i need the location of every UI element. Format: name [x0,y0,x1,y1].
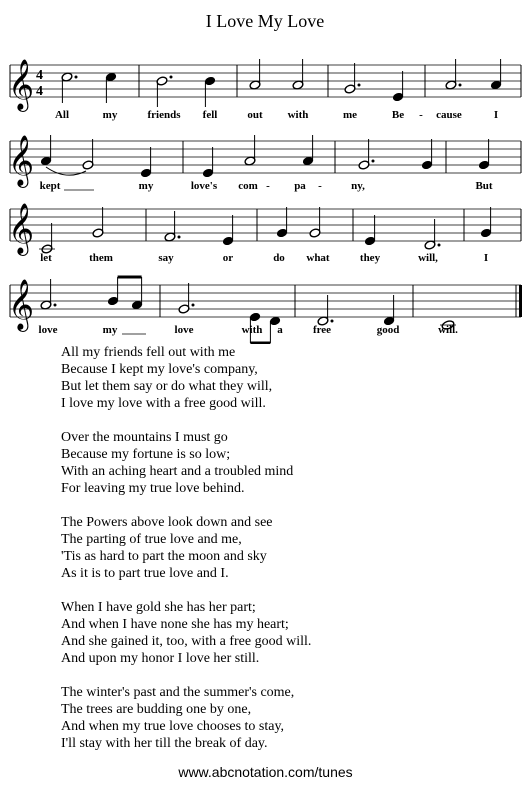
lyric-syllable: love [38,324,58,336]
lyric-syllable: - [318,180,322,192]
treble-clef-icon: 𝄞 [8,59,35,110]
verse-line: As it is to part true love and I. [61,566,229,581]
lyric-syllable: my [138,180,154,192]
verse-line: I love my love with a free good will. [61,396,266,411]
lyric-syllable: ny, [351,180,365,192]
note [222,215,234,246]
verse-line: The trees are budding one by one, [61,702,252,717]
lyric-syllable: say [158,252,174,264]
staff-system [8,135,521,192]
dot [75,76,78,79]
lyric-syllable: But [475,180,493,192]
note [490,59,502,90]
lyric-syllable: out [247,109,263,121]
staff-system [8,277,522,343]
dot [331,320,334,323]
lyric-syllable: pa [294,180,306,192]
lyric-syllable: let [40,252,52,264]
note [92,207,104,238]
lyric-syllable: cause [436,109,462,121]
lyric-syllable: love's [190,180,218,192]
lyric-syllable: love [174,324,194,336]
dot [170,76,173,79]
lyric-syllable: Be [391,109,405,121]
dot [372,160,375,163]
verse-line: Over the mountains I must go [61,430,228,445]
note [421,139,433,170]
dot [358,84,361,87]
dot [438,244,441,247]
lyric-syllable: my [102,109,118,121]
verse-line: 'Tis as hard to part the moon and sky [61,549,267,564]
dot [54,304,57,307]
lyric-syllable: - [266,180,270,192]
verse-line: But let them say or do what they will, [61,379,273,394]
treble-clef-icon: 𝄞 [8,203,35,254]
note [39,223,55,254]
note [302,135,314,166]
lyric-syllable: with [287,109,309,121]
note [478,139,490,170]
note [82,139,94,170]
verse-line: The winter's past and the summer's come, [61,685,295,700]
lyric-syllable: will. [438,324,458,336]
verse [61,599,521,667]
dot [459,84,462,87]
time-signature-bottom: 4 [36,84,43,99]
final-barline [519,285,522,317]
verse-line: With an aching heart and a troubled mind [61,464,294,479]
note [40,135,52,166]
lyric-syllable: kept [39,180,61,192]
footer-url[interactable]: www.abcnotation.com/tunes [178,764,353,780]
verse-line: When I have gold she has her part; [61,600,256,615]
note [364,215,376,246]
note [292,59,304,90]
verse-line: The Powers above look down and see [61,515,273,530]
verse-line: All my friends fell out with me [61,345,236,360]
note [392,71,404,102]
time-signature-top: 4 [36,68,43,83]
lyric-syllable: do [273,252,285,264]
note [140,147,152,178]
note [204,76,216,107]
lyric-syllable: free [312,324,332,336]
lyric-syllable: they [359,252,381,264]
staff-system [8,59,521,121]
treble-clef-icon: 𝄞 [8,279,35,330]
dot [178,236,181,239]
note [276,207,288,238]
note [383,295,395,326]
note [164,211,180,242]
lyric-syllable: me [342,109,358,121]
lyric-syllable: a [277,324,283,336]
note [480,207,492,238]
lyric-syllable: com [238,180,258,192]
verse [61,514,521,582]
note [344,63,360,94]
lyric-syllable: what [306,252,330,264]
verse [61,344,521,412]
note [105,72,117,103]
lyric-syllable: my [102,324,118,336]
lyric-syllable: with [241,324,263,336]
lyric-syllable: - [419,109,423,121]
verse-line: Because my fortune is so low; [61,447,231,462]
note [358,139,374,170]
note [249,59,261,90]
note [309,207,321,238]
lyric-syllable: fell [202,109,218,121]
verse-line: I'll stay with her till the break of day. [61,736,268,751]
note [156,76,172,108]
verse-line: And when I have none she has my heart; [61,617,289,632]
staff-systems [8,59,522,343]
lyric-syllable: I [493,109,499,121]
lyric-syllable: good [376,324,400,336]
note [40,279,56,310]
lyric-syllable: them [89,252,113,264]
lyric-syllable: All [54,109,70,121]
note [445,59,461,90]
note [202,147,214,178]
lyric-syllable: friends [147,109,181,121]
dot [192,304,195,307]
lyric-syllable: I [483,252,489,264]
treble-clef-icon: 𝄞 [8,135,35,186]
note [244,135,256,166]
slur [46,167,86,175]
verse-line: Because I kept my love's company, [61,362,258,377]
verse-line: And she gained it, too, with a free good will. [61,634,312,649]
verse-line: The parting of true love and me, [61,532,242,547]
lyric-syllable: or [222,252,234,264]
verse [61,429,521,497]
tune-title: I Love My Love [205,11,325,31]
note [317,295,333,326]
verses-block [61,344,521,769]
note [61,72,77,103]
verse [61,684,521,752]
verse-line: And when my true love chooses to stay, [61,719,285,734]
lyric-syllable: will, [418,252,438,264]
note [178,283,194,314]
staff-system [8,203,521,264]
verse-line: And upon my honor I love her still. [61,651,260,666]
verse-line: For leaving my true love behind. [61,481,245,496]
note [424,219,440,250]
music-score [0,0,531,344]
